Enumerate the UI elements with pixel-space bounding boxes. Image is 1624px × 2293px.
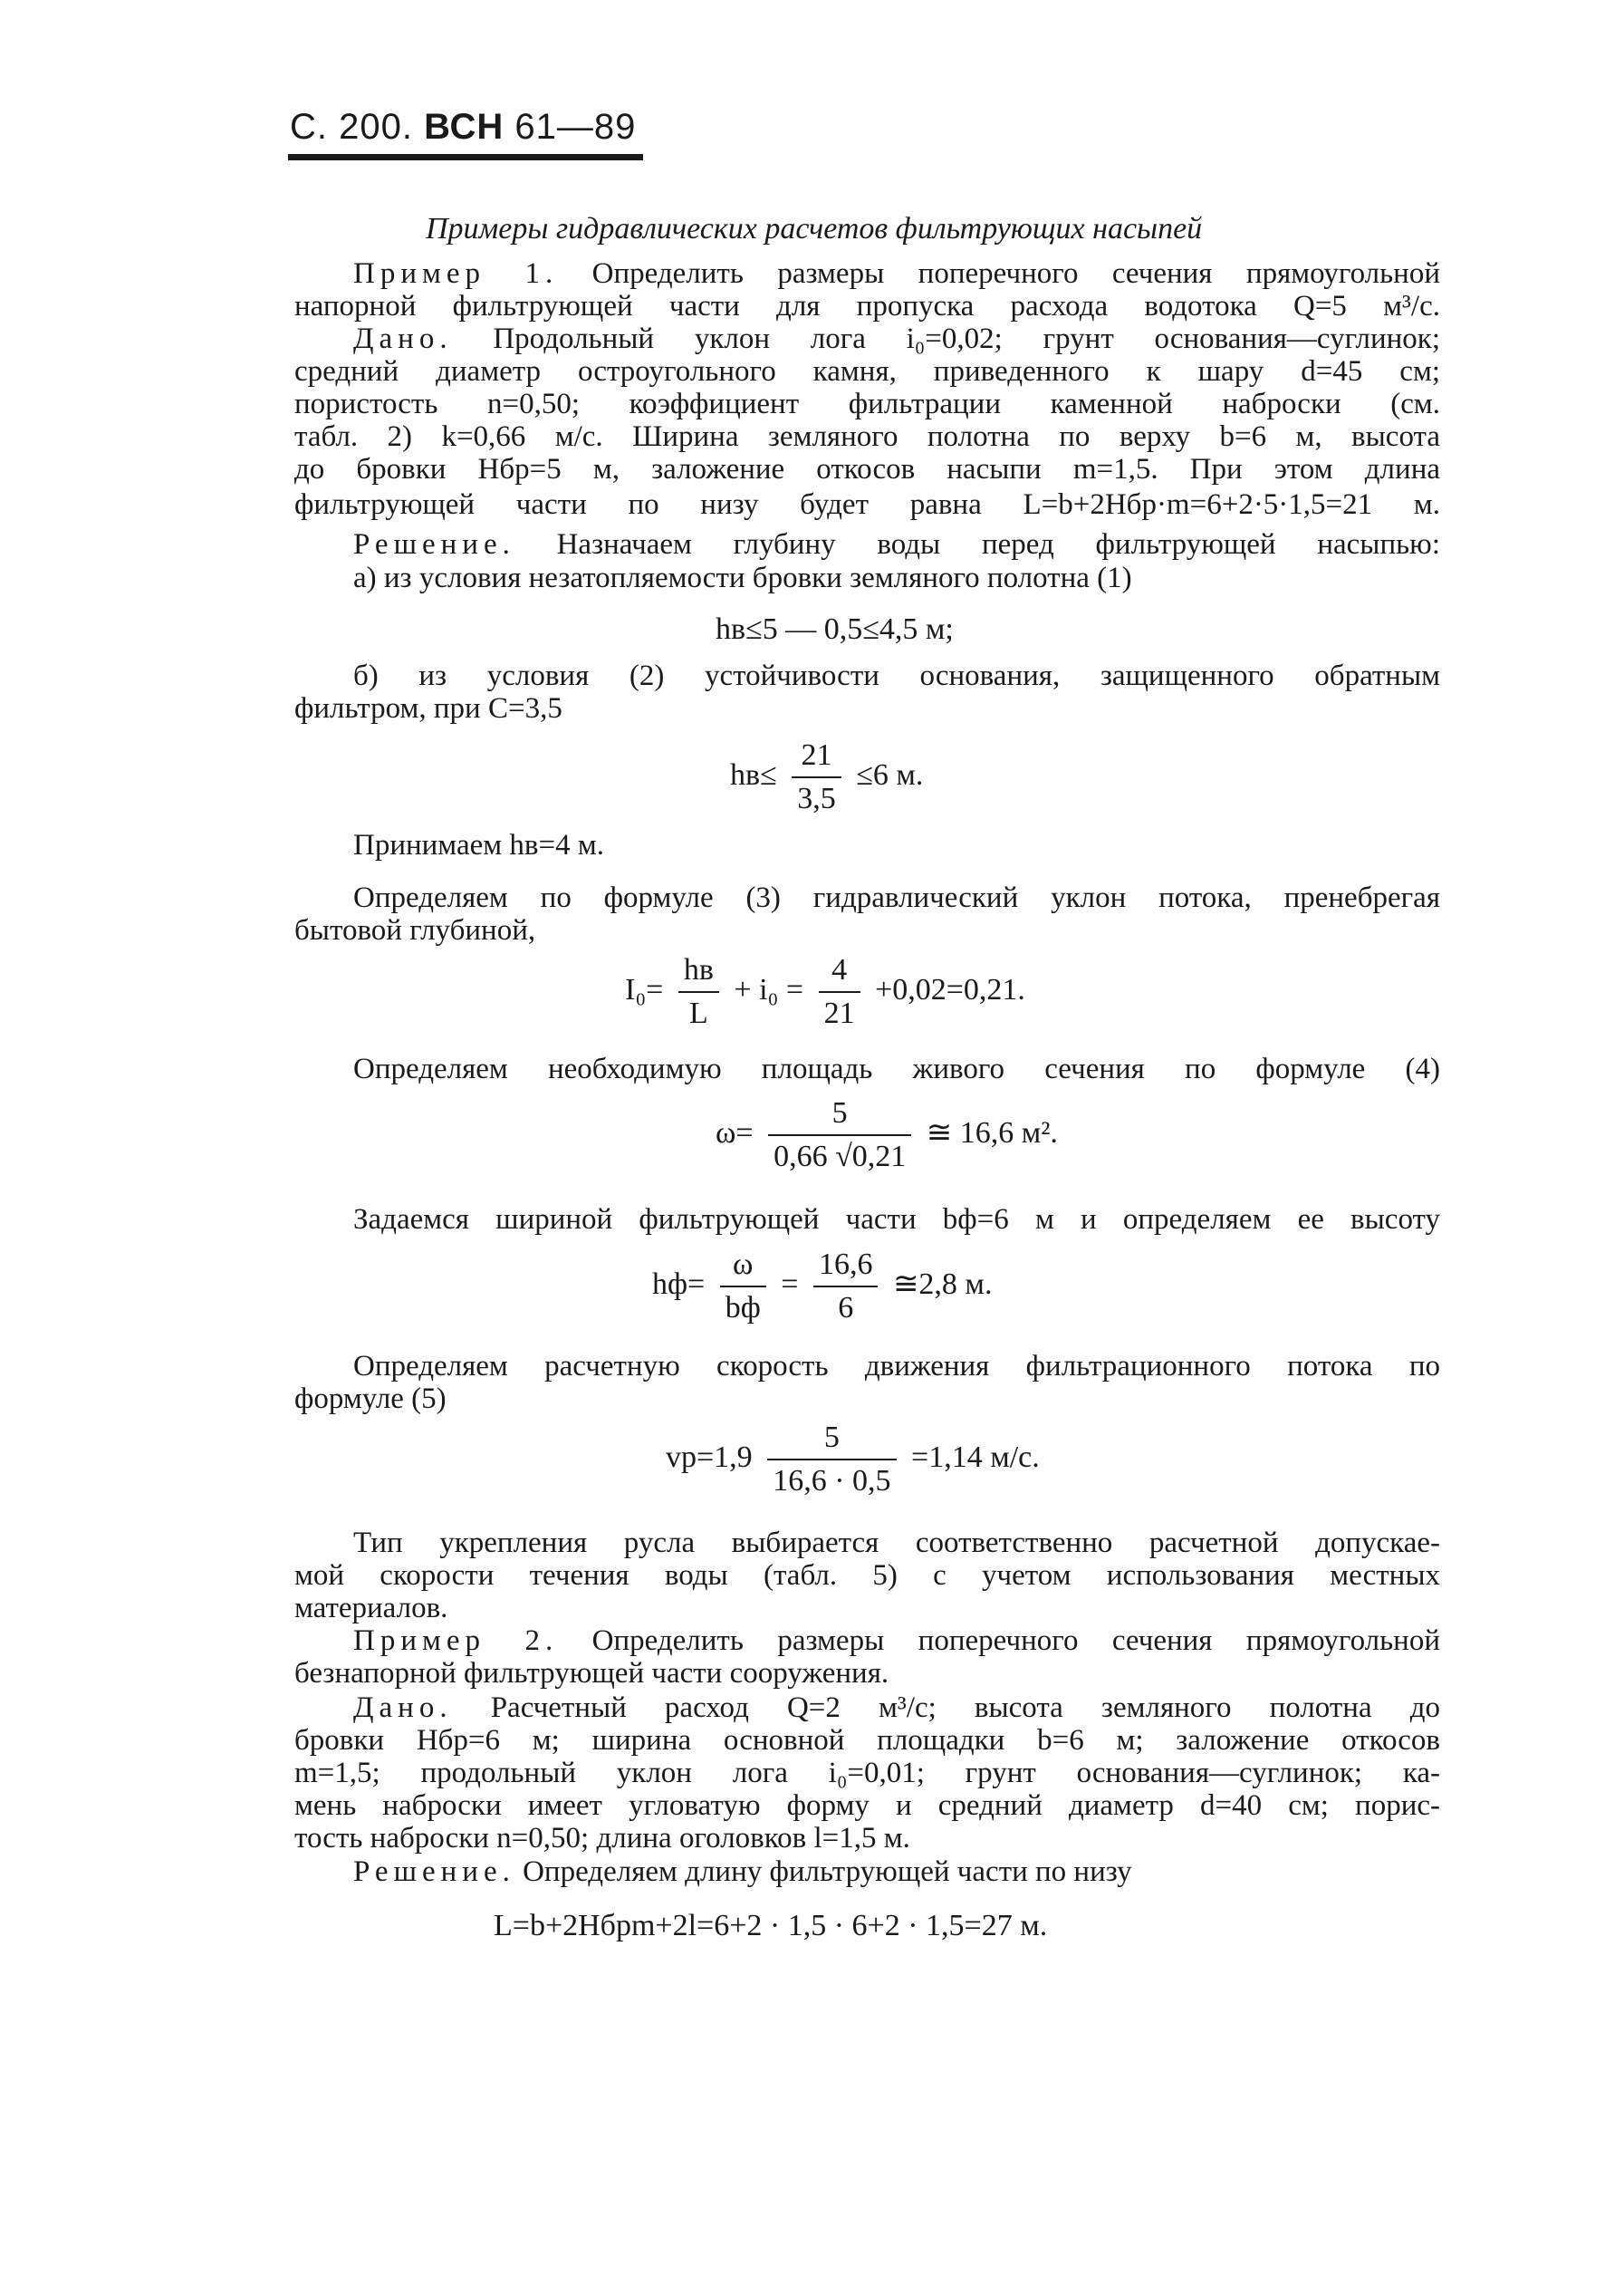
header-rule [288, 154, 643, 160]
example2-given-line5: тость наброски n=0,50; длина оголовков l=1,5 м. [294, 1822, 910, 1855]
example1-given-line1: Дано. Продольный уклон лога i₀=0,02; грунт основания—суглинок; [353, 323, 1440, 355]
example1-given-line4: табл. 2) k=0,66 м/с. Ширина земляного полотна по верху b=6 м, высота [294, 420, 1440, 453]
example1-given-line6: фильтрующей части по низу будет равна L=b+2Hбр·m=6+2·5·1,5=21 м. [294, 488, 1440, 521]
example1-note-line3: материалов. [294, 1592, 448, 1624]
example1-velocity-line1: Определяем расчетную скорость движения фильтрационного потока по [353, 1350, 1440, 1383]
example2-solution-line1: Решение. Определяем длину фильтрующей части по низу [353, 1855, 1132, 1888]
document-code: ВСН [424, 107, 504, 147]
page-header [290, 107, 636, 148]
example1-slope-line2: бытовой глубиной, [294, 914, 536, 947]
example2-given-line4: мень наброски имеет угловатую форму и средний диаметр d=40 см; порис- [294, 1789, 1440, 1822]
example2-given-line1: Дано. Расчетный расход Q=2 м³/с; высота земляного полотна до [353, 1691, 1440, 1724]
formula-cross-section-area: ω= $\frac{5}{0,66 √0,21}$ ≅ 16,6 м². [716, 1096, 1058, 1173]
example2-line1: Пример 2. Определить размеры поперечного сечения прямоугольной [353, 1624, 1441, 1657]
example1-given-line3: пористость n=0,50; коэффициент фильтрации каменной наброски (см. [294, 388, 1440, 420]
example1-condition2-line2: фильтром, при C=3,5 [294, 692, 562, 725]
example1-solution-line2: а) из условия незатопляемости бровки земляного полотна (1) [353, 562, 1132, 594]
example1-note-line1: Тип укрепления русла выбирается соответственно расчетной допускае- [353, 1527, 1440, 1559]
example1-condition2-line1: б) из условия (2) устойчивости основания, защищенного обратным [353, 660, 1440, 692]
example2-given-label: Дано. [353, 1691, 453, 1724]
example2-line2: безнапорной фильтрующей части сооружения. [294, 1657, 889, 1690]
example1-velocity-line2: формуле (5) [294, 1383, 447, 1415]
document-number: 61—89 [514, 107, 637, 147]
example1-solution-label: Решение. [353, 528, 515, 561]
example1-accept-hv: Принимаем hв=4 м. [353, 829, 604, 862]
example1-area-text: Определяем необходимую площадь живого сечения по формуле (4) [353, 1053, 1440, 1085]
formula-filter-length: L=b+2Hбрm+2l=6+2 · 1,5 · 6+2 · 1,5=27 м. [494, 1909, 1048, 1942]
example1-line1: Пример 1. Определить размеры поперечного сечения прямоугольной [353, 257, 1441, 290]
example1-given-line2: средний диаметр остроугольного камня, приведенного к шару d=45 см; [294, 355, 1440, 388]
page-reference: С. 200. [290, 107, 413, 147]
example2-given-line3: m=1,5; продольный уклон лога i₀=0,01; грунт основания—суглинок; ка- [294, 1757, 1440, 1789]
example1-slope-line1: Определяем по формуле (3) гидравлический уклон потока, пренебрегая [353, 882, 1440, 914]
example2-solution-label: Решение. [353, 1855, 515, 1888]
example1-label: Пример 1. [353, 257, 559, 290]
example1-note-line2: мой скорости течения воды (табл. 5) с учетом использования местных [294, 1559, 1440, 1592]
example1-width-text: Задаемся шириной фильтрующей части bф=6 м и определяем ее высоту [353, 1203, 1440, 1236]
formula-hv-condition1: hв≤5 — 0,5≤4,5 м; [716, 612, 954, 646]
example1-solution-line1: Решение. Назначаем глубину воды перед фильтрующей насыпью: [353, 528, 1440, 561]
example2-given-line2: бровки Hбр=6 м; ширина основной площадки b=6 м; заложение откосов [294, 1724, 1440, 1757]
section-title: Примеры гидравлических расчетов фильтрующих насыпей [426, 212, 1203, 246]
example1-given-line5: до бровки Hбр=5 м, заложение откосов насыпи m=1,5. При этом длина [294, 453, 1440, 486]
example2-label: Пример 2. [353, 1624, 559, 1657]
example1-line2: напорной фильтрующей части для пропуска расхода водотока Q=5 м³/с. [294, 290, 1440, 323]
formula-hydraulic-slope: I₀= $\frac{hв}{L}$ + i₀ = $\frac{4}{21}$ +0,02=0,21. [625, 953, 1025, 1030]
example1-given-label: Дано. [353, 323, 453, 355]
formula-flow-velocity: vр=1,9 $\frac{5}{16,6 \cdot 0,5}$ =1,14 м/с. [666, 1421, 1040, 1498]
formula-filter-height: hф= $\frac{\omega}{bф}$ = $\frac{16,6}{6}$ ≅2,8 м. [652, 1248, 993, 1325]
formula-hv-condition2: hв≤ $\frac{21}{3,5}$ ≤6 м. [730, 738, 924, 815]
